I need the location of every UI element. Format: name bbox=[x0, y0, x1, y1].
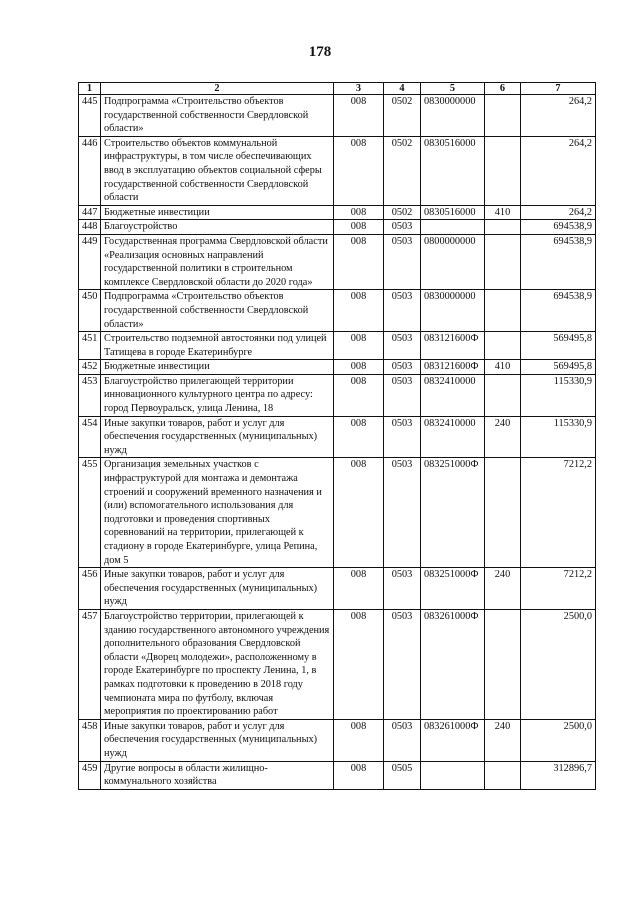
row-section-code: 0503 bbox=[384, 290, 421, 332]
row-amount: 694538,9 bbox=[521, 234, 596, 289]
row-ministry-code: 008 bbox=[334, 719, 384, 761]
row-number: 455 bbox=[79, 458, 101, 568]
row-number: 453 bbox=[79, 374, 101, 416]
row-target-code bbox=[421, 761, 485, 789]
row-amount: 115330,9 bbox=[521, 416, 596, 458]
row-number: 458 bbox=[79, 719, 101, 761]
row-expense-type bbox=[485, 332, 521, 360]
row-amount: 264,2 bbox=[521, 95, 596, 137]
row-expense-type bbox=[485, 609, 521, 719]
table-row bbox=[79, 458, 596, 568]
row-number: 445 bbox=[79, 95, 101, 137]
row-ministry-code: 008 bbox=[334, 136, 384, 205]
row-number: 459 bbox=[79, 761, 101, 789]
row-section-code: 0503 bbox=[384, 332, 421, 360]
row-number: 456 bbox=[79, 568, 101, 610]
row-amount: 694538,9 bbox=[521, 290, 596, 332]
row-expense-type bbox=[485, 290, 521, 332]
row-name: Иные закупки товаров, работ и услуг для обеспечения государственных (муниципальных) нужд bbox=[101, 568, 334, 610]
table-row bbox=[79, 360, 596, 375]
row-ministry-code: 008 bbox=[334, 290, 384, 332]
budget-table bbox=[78, 82, 596, 790]
row-amount: 2500,0 bbox=[521, 719, 596, 761]
row-expense-type: 240 bbox=[485, 416, 521, 458]
table-row bbox=[79, 95, 596, 137]
row-expense-type bbox=[485, 136, 521, 205]
row-expense-type bbox=[485, 458, 521, 568]
row-expense-type bbox=[485, 761, 521, 789]
row-target-code: 0830000000 bbox=[421, 290, 485, 332]
row-name: Строительство объектов коммунальной инфраструктуры, в том числе обеспечивающих ввод в эксплуатацию объектов социальной сферы государственной собственности Свердловской области bbox=[101, 136, 334, 205]
row-ministry-code: 008 bbox=[334, 220, 384, 235]
col-header-2: 2 bbox=[101, 83, 334, 95]
row-name: Другие вопросы в области жилищно-коммунального хозяйства bbox=[101, 761, 334, 789]
row-target-code: 083251000Ф bbox=[421, 458, 485, 568]
row-name: Строительство подземной автостоянки под улицей Татищева в городе Екатеринбурге bbox=[101, 332, 334, 360]
row-section-code: 0505 bbox=[384, 761, 421, 789]
row-ministry-code: 008 bbox=[334, 458, 384, 568]
row-expense-type bbox=[485, 374, 521, 416]
row-number: 454 bbox=[79, 416, 101, 458]
row-number: 448 bbox=[79, 220, 101, 235]
row-name: Благоустройство территории, прилегающей к зданию государственного автономного учреждения дополнительного образования Свердловской области «Дворец молодежи», расположенному в городе Екатеринбурге по проспекту Ленина, 1, в рамках подготовки к проведению в 2018 году чемпионата мира по футболу, включая мероприятия по проектированию работ bbox=[101, 609, 334, 719]
row-section-code: 0503 bbox=[384, 360, 421, 375]
row-target-code: 0832410000 bbox=[421, 416, 485, 458]
row-ministry-code: 008 bbox=[334, 360, 384, 375]
row-target-code: 0830516000 bbox=[421, 136, 485, 205]
row-target-code: 083251000Ф bbox=[421, 568, 485, 610]
row-section-code: 0503 bbox=[384, 234, 421, 289]
row-ministry-code: 008 bbox=[334, 332, 384, 360]
row-expense-type bbox=[485, 234, 521, 289]
row-name: Иные закупки товаров, работ и услуг для обеспечения государственных (муниципальных) нужд bbox=[101, 416, 334, 458]
row-target-code: 083121600Ф bbox=[421, 360, 485, 375]
row-section-code: 0503 bbox=[384, 719, 421, 761]
col-header-3: 3 bbox=[334, 83, 384, 95]
row-number: 449 bbox=[79, 234, 101, 289]
row-amount: 115330,9 bbox=[521, 374, 596, 416]
table-row bbox=[79, 332, 596, 360]
row-section-code: 0502 bbox=[384, 95, 421, 137]
row-amount: 312896,7 bbox=[521, 761, 596, 789]
table-row bbox=[79, 416, 596, 458]
row-number: 451 bbox=[79, 332, 101, 360]
table-row bbox=[79, 761, 596, 789]
row-ministry-code: 008 bbox=[334, 234, 384, 289]
table-row bbox=[79, 609, 596, 719]
row-target-code: 0830000000 bbox=[421, 95, 485, 137]
row-amount: 7212,2 bbox=[521, 568, 596, 610]
table-row bbox=[79, 234, 596, 289]
row-name: Подпрограмма «Строительство объектов государственной собственности Свердловской области» bbox=[101, 95, 334, 137]
row-ministry-code: 008 bbox=[334, 568, 384, 610]
table-row bbox=[79, 205, 596, 220]
row-section-code: 0503 bbox=[384, 374, 421, 416]
row-amount: 694538,9 bbox=[521, 220, 596, 235]
row-number: 450 bbox=[79, 290, 101, 332]
row-name: Благоустройство прилегающей территории инновационного культурного центра по адресу: город Первоуральск, улица Ленина, 18 bbox=[101, 374, 334, 416]
row-number: 446 bbox=[79, 136, 101, 205]
row-section-code: 0503 bbox=[384, 568, 421, 610]
col-header-7: 7 bbox=[521, 83, 596, 95]
row-target-code: 083261000Ф bbox=[421, 609, 485, 719]
row-name: Бюджетные инвестиции bbox=[101, 360, 334, 375]
table-row bbox=[79, 374, 596, 416]
row-expense-type: 240 bbox=[485, 568, 521, 610]
row-target-code: 0800000000 bbox=[421, 234, 485, 289]
row-target-code: 0830516000 bbox=[421, 205, 485, 220]
table-row bbox=[79, 719, 596, 761]
row-expense-type: 410 bbox=[485, 360, 521, 375]
col-header-1: 1 bbox=[79, 83, 101, 95]
row-ministry-code: 008 bbox=[334, 374, 384, 416]
row-amount: 7212,2 bbox=[521, 458, 596, 568]
row-section-code: 0502 bbox=[384, 205, 421, 220]
row-amount: 264,2 bbox=[521, 136, 596, 205]
row-name: Благоустройство bbox=[101, 220, 334, 235]
row-name: Государственная программа Свердловской области «Реализация основных направлений государственной политики в строительном комплексе Свердловской области до 2020 года» bbox=[101, 234, 334, 289]
table-row bbox=[79, 136, 596, 205]
row-section-code: 0502 bbox=[384, 136, 421, 205]
row-name: Бюджетные инвестиции bbox=[101, 205, 334, 220]
row-name: Организация земельных участков с инфраструктурой для монтажа и демонтажа строений и сооружений временного назначения и (или) вспомогательного использования для подготовки и проведения спортивных соревнований на территории, прилегающей к стадиону в городе Екатеринбурге, улица Репина, дом 5 bbox=[101, 458, 334, 568]
row-section-code: 0503 bbox=[384, 609, 421, 719]
row-ministry-code: 008 bbox=[334, 95, 384, 137]
row-expense-type bbox=[485, 220, 521, 235]
row-expense-type: 240 bbox=[485, 719, 521, 761]
row-amount: 2500,0 bbox=[521, 609, 596, 719]
row-section-code: 0503 bbox=[384, 416, 421, 458]
row-target-code: 083261000Ф bbox=[421, 719, 485, 761]
row-section-code: 0503 bbox=[384, 220, 421, 235]
row-ministry-code: 008 bbox=[334, 416, 384, 458]
row-ministry-code: 008 bbox=[334, 761, 384, 789]
row-ministry-code: 008 bbox=[334, 609, 384, 719]
row-number: 452 bbox=[79, 360, 101, 375]
row-expense-type bbox=[485, 95, 521, 137]
table-row bbox=[79, 220, 596, 235]
row-target-code: 083121600Ф bbox=[421, 332, 485, 360]
row-number: 457 bbox=[79, 609, 101, 719]
row-number: 447 bbox=[79, 205, 101, 220]
row-expense-type: 410 bbox=[485, 205, 521, 220]
table-row bbox=[79, 290, 596, 332]
row-target-code bbox=[421, 220, 485, 235]
row-target-code: 0832410000 bbox=[421, 374, 485, 416]
row-name: Иные закупки товаров, работ и услуг для обеспечения государственных (муниципальных) нужд bbox=[101, 719, 334, 761]
table-row bbox=[79, 568, 596, 610]
row-amount: 569495,8 bbox=[521, 332, 596, 360]
page-number: 178 bbox=[308, 44, 332, 60]
table-header-row bbox=[79, 83, 596, 95]
col-header-5: 5 bbox=[421, 83, 485, 95]
row-amount: 569495,8 bbox=[521, 360, 596, 375]
row-amount: 264,2 bbox=[521, 205, 596, 220]
col-header-6: 6 bbox=[485, 83, 521, 95]
row-name: Подпрограмма «Строительство объектов государственной собственности Свердловской области» bbox=[101, 290, 334, 332]
row-ministry-code: 008 bbox=[334, 205, 384, 220]
col-header-4: 4 bbox=[384, 83, 421, 95]
row-section-code: 0503 bbox=[384, 458, 421, 568]
